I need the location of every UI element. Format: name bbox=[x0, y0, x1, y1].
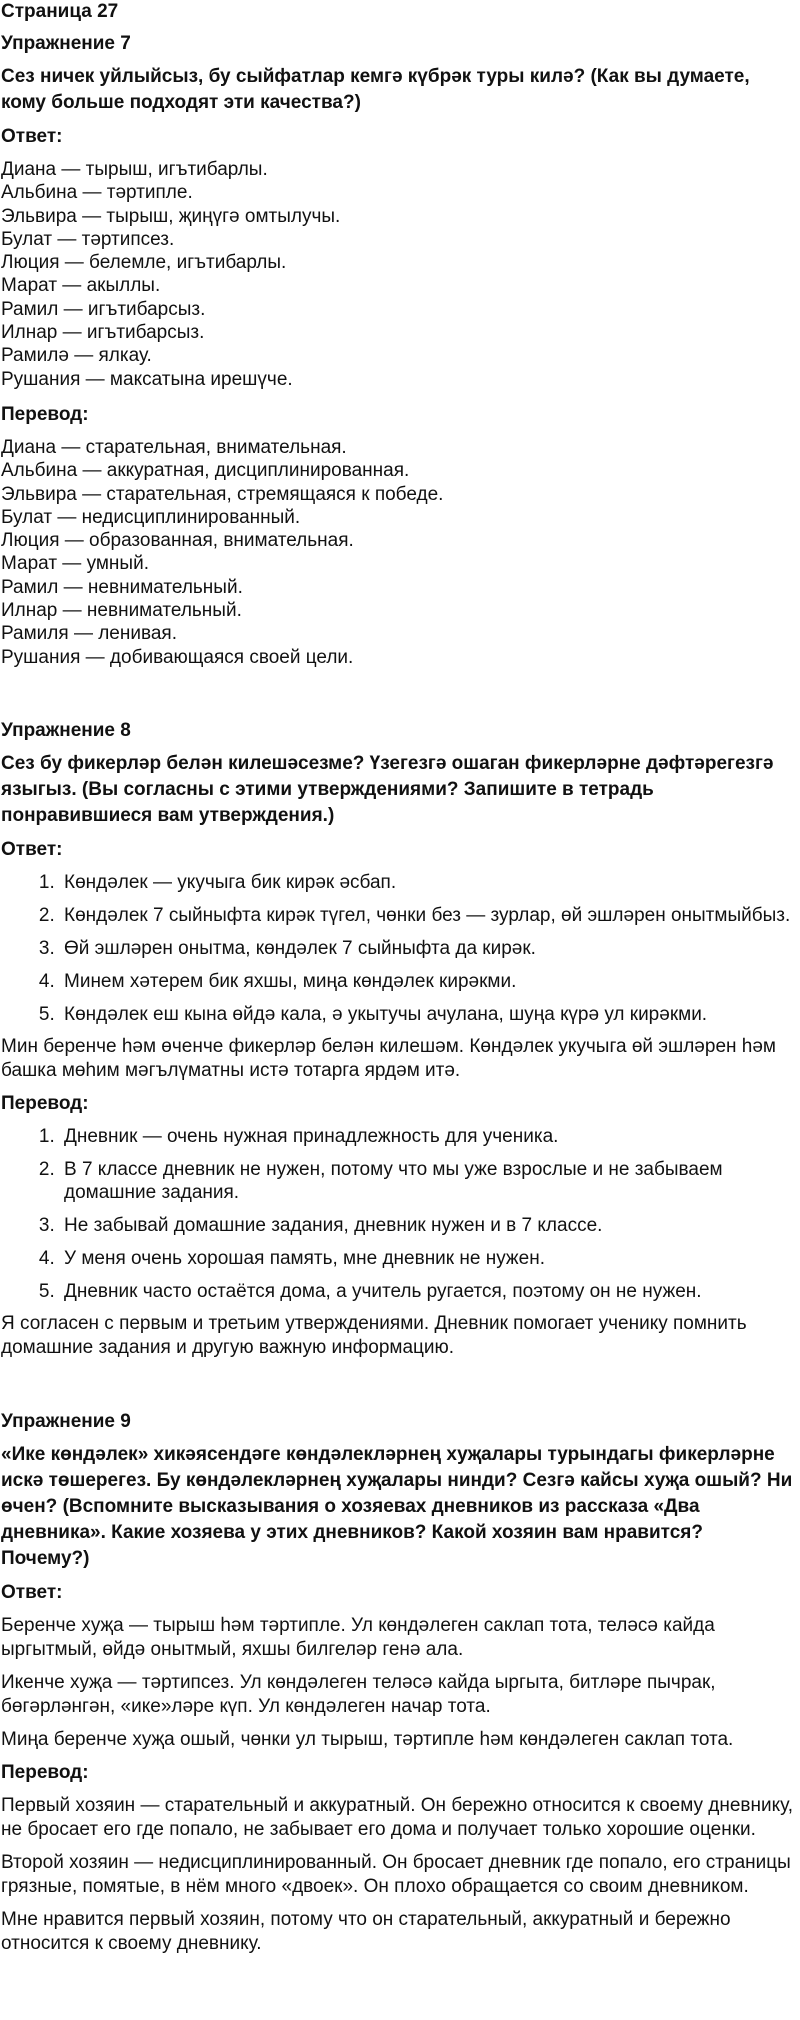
translation-list bbox=[1, 436, 796, 669]
list-item: 5. Көндәлек еш кына өйдә кала, ә укытучы ачулана, шуңа күрә ул кирәкми. bbox=[60, 1003, 796, 1026]
translation-label: Перевод: bbox=[1, 1092, 89, 1114]
translation-line: Альбина — аккуратная, дисциплинированная. bbox=[1, 460, 410, 482]
translation-line: Рамиля — ленивая. bbox=[1, 623, 177, 645]
list-item: 4. Минем хәтерем бик яхшы, миңа көндәлек кирәкми. bbox=[60, 970, 796, 993]
list-item: 3. Не забывай домашние задания, дневник нужен и в 7 классе. bbox=[60, 1214, 796, 1237]
answer-line: Люция — белемле, игътибарлы. bbox=[1, 252, 287, 274]
translation-label: Перевод: bbox=[1, 1761, 89, 1783]
answer-line: Диана — тырыш, игътибарлы. bbox=[1, 159, 268, 180]
answer-line: Эльвира — тырыш, җиңүгә омтылучы. bbox=[1, 205, 341, 227]
translation-numbered-list bbox=[1, 1125, 796, 1303]
answer-list bbox=[1, 158, 796, 391]
translation-line: Булат — недисциплинированный. bbox=[1, 506, 301, 528]
answer-line: Рамилә — ялкау. bbox=[1, 345, 152, 367]
list-item: 1. Көндәлек — укучыга бик кирәк әсбап. bbox=[60, 871, 796, 894]
exercise-8 bbox=[1, 719, 796, 1360]
answer-line: Рамил — игътибарсыз. bbox=[1, 298, 206, 320]
exercise-title: Упражнение 7 bbox=[1, 33, 131, 54]
translation-paragraph: Второй хозяин — недисциплинированный. Он бросает дневник где попало, его страницы грязные, помятые, в нём много «двоек». Он плохо обращается со своим дневником. bbox=[1, 1851, 791, 1897]
answer-numbered-list bbox=[1, 871, 796, 1026]
exercise-title: Упражнение 8 bbox=[1, 719, 131, 741]
translation-paragraph: Первый хозяин — старательный и аккуратный. Он бережно относится к своему дневнику, не бросает его где попало, не забывает его дома и получает только хорошие оценки. bbox=[1, 1794, 794, 1840]
answer-label: Ответ: bbox=[1, 838, 63, 860]
exercise-task: Сез ничек уйлыйсыз, бу сыйфатлар кемгә күбрәк туры килә? (Как вы думаете, кому больше подходят эти качества?) bbox=[1, 66, 750, 113]
exercise-9 bbox=[1, 1410, 796, 1956]
answer-paragraph: Миңа беренче хуҗа ошый, чөнки ул тырыш, тәртипле һәм көндәлеген саклап тота. bbox=[1, 1728, 734, 1750]
answer-paragraph: Икенче хуҗа — тәртипсез. Ул көндәлеген теләсә кайда ыргыта, битләре пычрак, бөгәрләнгән, «ике»ләре күп. Ул көндәлеген начар тота. bbox=[1, 1671, 716, 1717]
exercise-task: «Ике көндәлек» хикәясендәге көндәлекләрнең хуҗалары турындагы фикерләрне искә төшерегез. Бу көндәлекләрнең хуҗалары нинди? Сезгә кайсы хуҗа ошый? Ни өчен? (Вспомните высказывания о хозяевах дневников из рассказа «Два дневника». Какие хозяева у этих дневников? Какой хозяин вам нравится? Почему?) bbox=[1, 1443, 793, 1569]
list-item: 2. Көндәлек 7 сыйныфта кирәк түгел, чөнки без — зурлар, өй эшләрен онытмыйбыз. bbox=[60, 904, 796, 927]
answer-line: Альбина — тәртипле. bbox=[1, 182, 193, 204]
answer-paragraph: Беренче хуҗа — тырыш һәм тәртипле. Ул көндәлеген саклап тота, теләсә кайда ыргытмый, өйдә онытмый, яхшы билгеләр генә ала. bbox=[1, 1614, 715, 1660]
translation-line: Рушания — добивающаяся своей цели. bbox=[1, 646, 354, 668]
translation-line: Рамил — невнимательный. bbox=[1, 576, 243, 598]
answer-line: Рушания — максатына ирешүче. bbox=[1, 368, 293, 390]
list-item: 3. Өй эшләрен онытма, көндәлек 7 сыйныфта да кирәк. bbox=[60, 937, 796, 960]
translation-paragraph: Мне нравится первый хозяин, потому что он старательный, аккуратный и бережно относится к своему дневнику. bbox=[1, 1908, 731, 1954]
page-title: Страница 27 bbox=[1, 1, 119, 22]
answer-label: Ответ: bbox=[1, 1581, 63, 1603]
translation-line: Люция — образованная, внимательная. bbox=[1, 530, 354, 552]
answer-line: Булат — тәртипсез. bbox=[1, 228, 175, 250]
exercise-7 bbox=[1, 32, 796, 669]
translation-conclusion: Я согласен с первым и третьим утверждениями. Дневник помогает ученику помнить домашние задания и другую важную информацию. bbox=[1, 1312, 747, 1358]
answer-line: Марат — акыллы. bbox=[1, 275, 161, 297]
translation-line: Илнар — невнимательный. bbox=[1, 600, 242, 622]
list-item: 4. У меня очень хорошая память, мне дневник не нужен. bbox=[60, 1247, 796, 1270]
list-item: 5. Дневник часто остаётся дома, а учитель ругается, поэтому он не нужен. bbox=[60, 1280, 796, 1303]
exercise-task: Сез бу фикерләр белән килешәсезме? Үзегезгә ошаган фикерләрне дәфтәрегезгә языгыз. (Вы согласны с этими утверждениями? Запишите в тетрадь понравившиеся вам утверждения.) bbox=[1, 752, 774, 826]
translation-line: Эльвира — старательная, стремящаяся к победе. bbox=[1, 483, 444, 505]
list-item: 2. В 7 классе дневник не нужен, потому что мы уже взрослые и не забываем домашние задания. bbox=[60, 1158, 796, 1204]
answer-line: Илнар — игътибарсыз. bbox=[1, 322, 205, 344]
translation-label: Перевод: bbox=[1, 403, 89, 425]
translation-line: Марат — умный. bbox=[1, 553, 149, 575]
translation-line: Диана — старательная, внимательная. bbox=[1, 436, 347, 458]
exercise-title: Упражнение 9 bbox=[1, 1410, 131, 1432]
answer-label: Ответ: bbox=[1, 126, 63, 147]
answer-conclusion: Мин беренче һәм өченче фикерләр белән килешәм. Көндәлек укучыга өй эшләрен һәм башка мөһим мәгълүматны истә тотарга ярдәм итә. bbox=[1, 1035, 776, 1081]
list-item: 1. Дневник — очень нужная принадлежность для ученика. bbox=[60, 1125, 796, 1148]
